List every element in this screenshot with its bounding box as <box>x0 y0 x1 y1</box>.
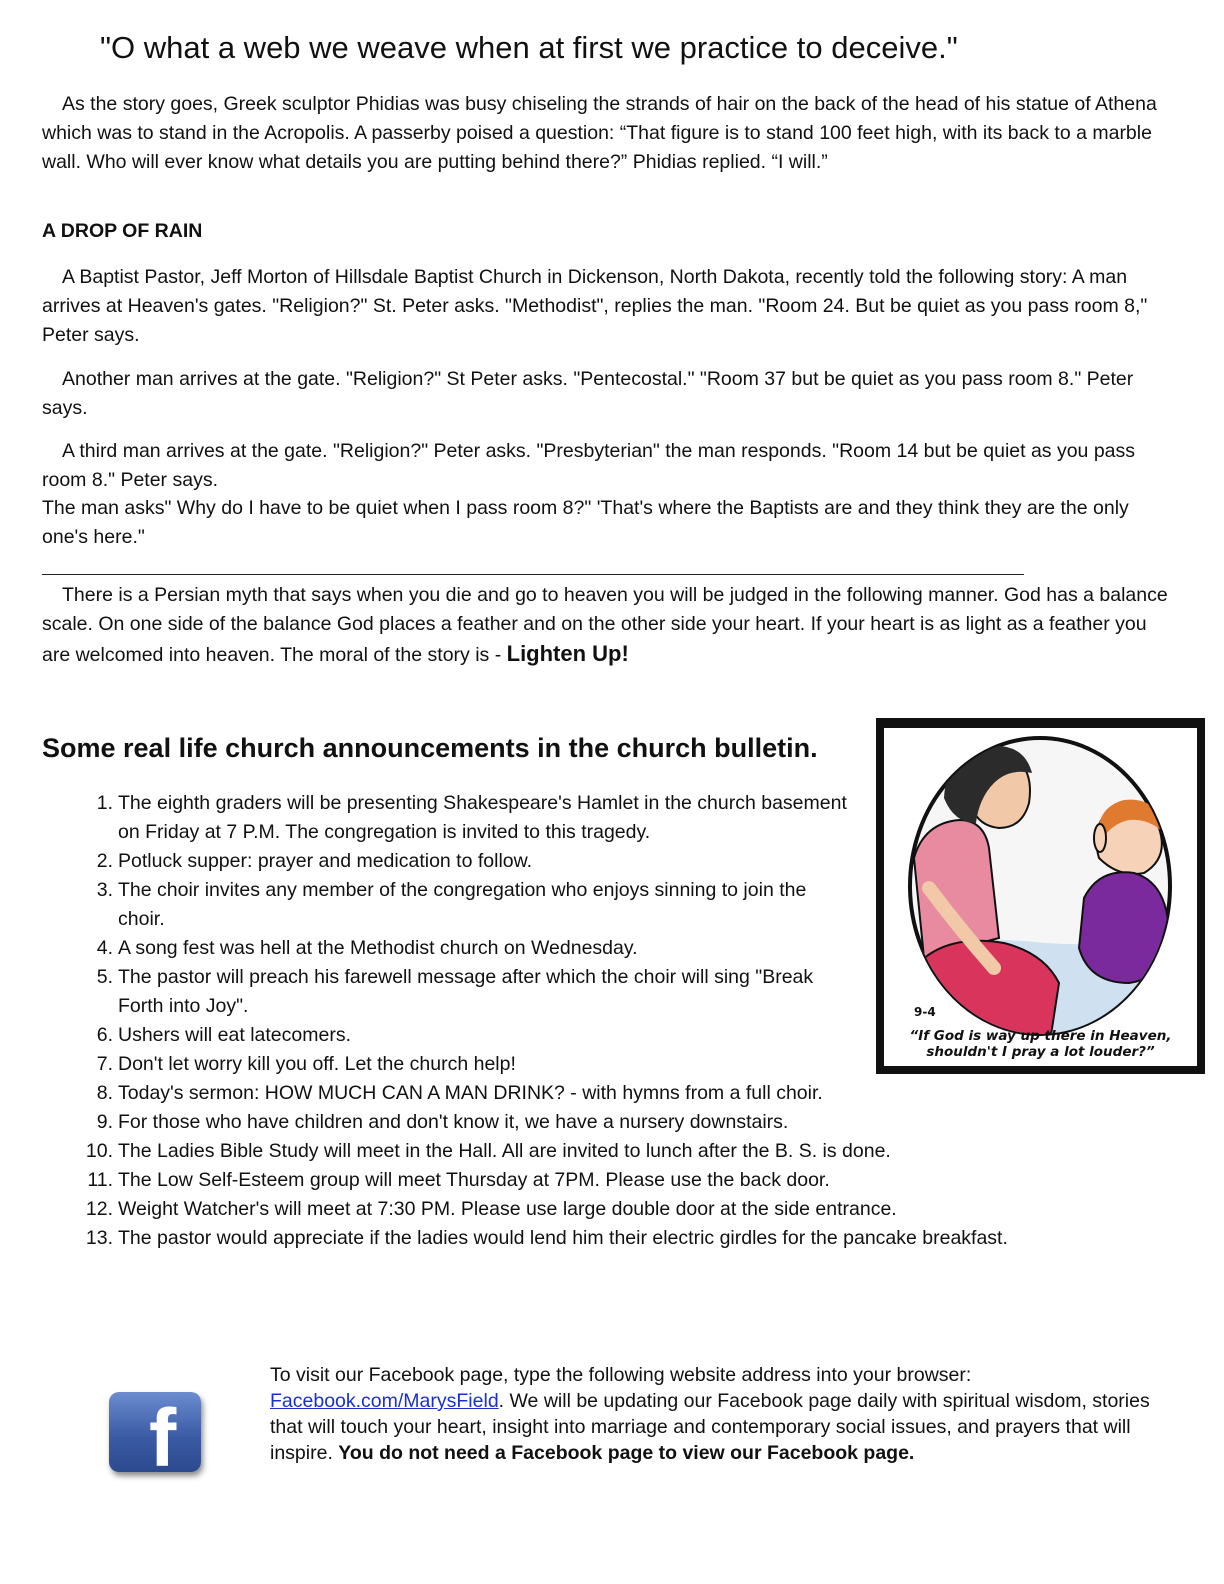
list-item-number: 9. <box>96 1111 113 1133</box>
list-item-text: The choir invites any member of the congregation who enjoys sinning to join the choir. <box>118 879 807 930</box>
facebook-f-glyph: f <box>149 1393 177 1484</box>
list-item-number: 3. <box>96 879 113 901</box>
phidias-story: As the story goes, Greek sculptor Phidias was busy chiseling the strands of hair on the back of the head of his statue of Athena which was to stand in the Acropolis. A passerby poised a question: “That figure is to stand 100 feet high, with its back to a marble wall. Who will ever know what details you are putting behind there?” Phidias replied. “I will.” <box>42 93 1157 173</box>
list-item-text: The Ladies Bible Study will meet in the Hall. All are invited to lunch after the B. S. is done. <box>118 1140 891 1162</box>
list-item-number: 8. <box>96 1082 113 1104</box>
list-item-text: The pastor will preach his farewell message after which the choir will sing "Break Forth into Joy". <box>118 966 814 1017</box>
lighten-up-emphasis: Lighten Up! <box>506 641 629 666</box>
drop-of-rain-paragraph-2: Another man arrives at the gate. "Religion?" St Peter asks. "Pentecostal." "Room 37 but be quiet as you pass room 8." Peter says. <box>42 368 1134 419</box>
list-item-number: 12. <box>85 1198 113 1220</box>
persian-myth-paragraph <box>42 581 1172 670</box>
list-item <box>80 1224 1190 1253</box>
drop-of-rain-paragraph-3: A third man arrives at the gate. "Religion?" Peter asks. "Presbyterian" the man responds. "Room 14 but be quiet as you pass room 8." Peter says. <box>42 440 1136 491</box>
drop-of-rain-heading: A DROP OF RAIN <box>42 220 203 242</box>
persian-myth-text: There is a Persian myth that says when you die and go to heaven you will be judged in the following manner. God has a balance scale. On one side of the balance God places a feather and on the other side your heart. If your heart is as light as a feather you are welcomed into heaven. The moral of the story is - <box>42 584 1168 666</box>
list-item <box>80 1137 1190 1166</box>
facebook-bold-note: You do not need a Facebook page to view our Facebook page. <box>338 1442 915 1464</box>
list-item <box>80 1079 1190 1108</box>
facebook-body-text: . We will be updating our Facebook page daily with spiritual wisdom, stories that will touch your heart, insight into marriage and contemporary social issues, and prayers that will inspire. <box>270 1390 1150 1464</box>
list-item-text: The pastor would appreciate if the ladies would lend him their electric girdles for the pancake breakfast. <box>118 1227 1008 1249</box>
cartoon-date: 9-4 <box>914 1005 936 1019</box>
cartoon-image <box>876 718 1205 1074</box>
list-item-number: 6. <box>96 1024 113 1046</box>
list-item <box>80 1195 1190 1224</box>
list-item-text: The eighth graders will be presenting Shakespeare's Hamlet in the church basement on Friday at 7 P.M. The congregation is invited to this tragedy. <box>118 792 847 843</box>
list-item-text: Weight Watcher's will meet at 7:30 PM. Please use large double door at the side entrance. <box>118 1198 897 1220</box>
list-item-number: 1. <box>96 792 113 814</box>
announcements-heading: Some real life church announcements in the church bulletin. <box>42 733 818 763</box>
list-item-text: Ushers will eat latecomers. <box>118 1024 351 1046</box>
section-divider <box>42 574 1024 575</box>
facebook-body <box>270 1388 1150 1466</box>
facebook-intro: To visit our Facebook page, type the following website address into your browser: <box>270 1364 972 1386</box>
cartoon-caption-line-2: shouldn't I pray a lot louder?” <box>926 1044 1155 1060</box>
list-item-text: The Low Self-Esteem group will meet Thursday at 7PM. Please use the back door. <box>118 1169 830 1191</box>
list-item-text: Today's sermon: HOW MUCH CAN A MAN DRINK? - with hymns from a full choir. <box>118 1082 823 1104</box>
cartoon-caption-line-1: “If God is way up there in Heaven, <box>909 1028 1172 1044</box>
cartoon-panel <box>884 728 1197 1066</box>
list-item-text: For those who have children and don't know it, we have a nursery downstairs. <box>118 1111 789 1133</box>
drop-of-rain-paragraph-1: A Baptist Pastor, Jeff Morton of Hillsdale Baptist Church in Dickenson, North Dakota, recently told the following story: A man arrives at Heaven's gates. "Religion?" St. Peter asks. "Methodist", replies the man. "Room 24. But be quiet as you pass room 8," Peter says. <box>42 266 1148 346</box>
list-item-number: 13. <box>85 1227 113 1249</box>
quote-title: "O what a web we weave when at first we practice to deceive." <box>100 30 958 65</box>
child-pajamas <box>1079 872 1169 983</box>
facebook-icon[interactable] <box>109 1392 201 1484</box>
list-item-number: 2. <box>96 850 113 872</box>
list-item <box>80 1166 1190 1195</box>
child-hands <box>1094 824 1106 852</box>
list-item-number: 10. <box>85 1140 113 1162</box>
drop-of-rain-paragraph-4: The man asks" Why do I have to be quiet when I pass room 8?" 'That's where the Baptists are and they think they are the only one's here." <box>42 497 1129 548</box>
list-item-number: 11. <box>87 1169 113 1191</box>
list-item <box>80 1108 1190 1137</box>
list-item-number: 5. <box>96 966 113 988</box>
list-item-text: Don't let worry kill you off. Let the church help! <box>118 1053 516 1075</box>
cartoon-caption <box>884 1028 1197 1060</box>
list-item-text: A song fest was hell at the Methodist church on Wednesday. <box>118 937 638 959</box>
facebook-paragraph <box>270 1362 1150 1466</box>
list-item-number: 7. <box>96 1053 113 1075</box>
facebook-link[interactable]: Facebook.com/MarysField <box>270 1390 499 1412</box>
list-item-number: 4. <box>96 937 113 959</box>
list-item-text: Potluck supper: prayer and medication to follow. <box>118 850 533 872</box>
